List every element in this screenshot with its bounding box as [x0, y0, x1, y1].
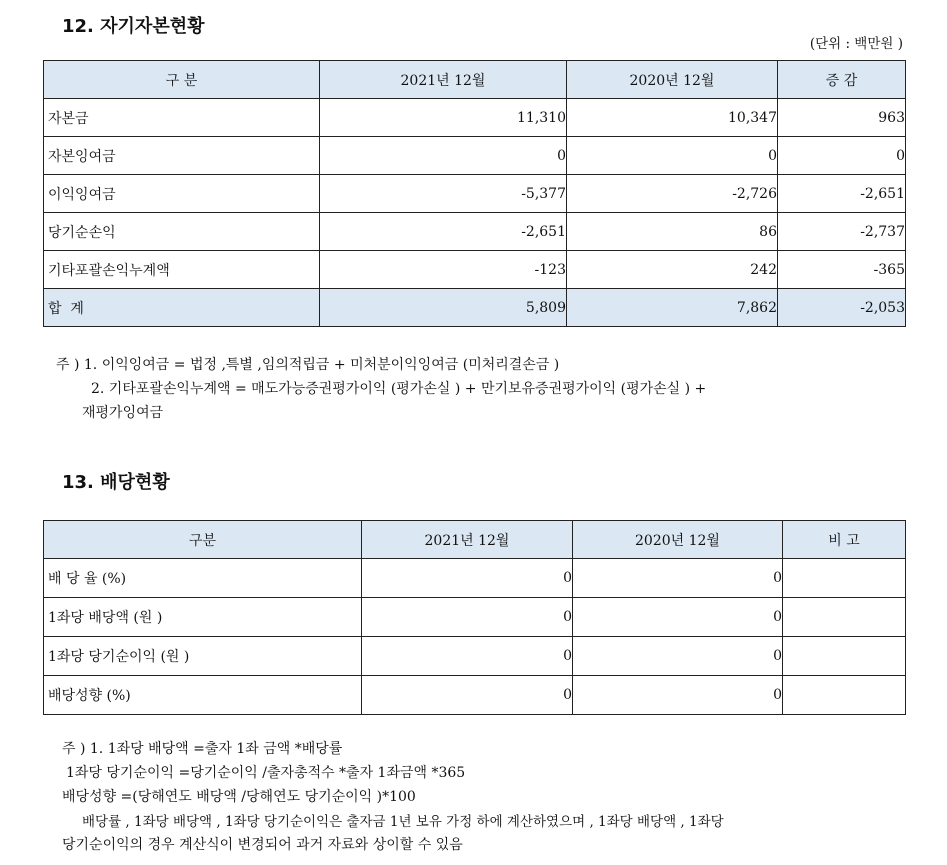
- cell-change: -2,053: [778, 289, 906, 327]
- table-row: [44, 99, 906, 137]
- cell-change: -2,737: [778, 213, 906, 251]
- dividend-note-5: 당기순이익의 경우 계산식이 변경되어 과거 자료와 상이할 수 있음: [62, 837, 463, 853]
- table-row: [44, 676, 906, 715]
- dividend-note-1: 주 ) 1. 1좌당 배당액 =출자 1좌 금액 *배당률: [62, 741, 343, 757]
- capital-note-1: 주 ) 1. 이익잉여금 = 법정 ,특별 ,임의적립금 + 미처분이익잉여금 (미처리결손금 ): [56, 357, 560, 373]
- table-row: [44, 137, 906, 175]
- cell-remark: [783, 637, 906, 676]
- row-label: 자본잉여금: [44, 137, 320, 175]
- cell-2020: 0: [573, 598, 783, 637]
- table-row: [44, 251, 906, 289]
- cell-2020: 7,862: [567, 289, 778, 327]
- table-row: [44, 213, 906, 251]
- total-row: [44, 289, 906, 327]
- cell-change: 963: [778, 99, 906, 137]
- cell-2020: 10,347: [567, 99, 778, 137]
- row-label: 기타포괄손익누계액: [44, 251, 320, 289]
- capital-header-category: 구 분: [44, 61, 320, 99]
- cell-2020: 0: [567, 137, 778, 175]
- capital-section-title: 12. 자기자본현황: [62, 16, 205, 37]
- row-label: 당기순손익: [44, 213, 320, 251]
- cell-2021: 0: [362, 559, 573, 598]
- dividend-note-4: 배당률 , 1좌당 배당액 , 1좌당 당기순이익은 출자금 1년 보유 가정 하에 계산하였으며 , 1좌당 배당액 , 1좌당: [82, 814, 724, 830]
- table-row: [44, 637, 906, 676]
- cell-2020: 242: [567, 251, 778, 289]
- table-row: [44, 559, 906, 598]
- capital-header-change: 증 감: [778, 61, 906, 99]
- dividend-header-row: [44, 521, 906, 559]
- capital-header-row: [44, 61, 906, 99]
- row-label: 1좌당 당기순이익 (원 ): [44, 637, 362, 676]
- dividend-header-2020: 2020년 12월: [573, 521, 783, 559]
- row-label: 이익잉여금: [44, 175, 320, 213]
- row-label: 배 당 율 (%): [44, 559, 362, 598]
- dividend-note-2: 1좌당 당기순이익 =당기순이익 /출자총적수 *출자 1좌금액 *365: [66, 765, 466, 781]
- cell-2020: 0: [573, 559, 783, 598]
- dividend-section-title: 13. 배당현황: [62, 472, 170, 493]
- cell-2020: 0: [573, 676, 783, 715]
- cell-2021: -5,377: [320, 175, 567, 213]
- cell-2021: -123: [320, 251, 567, 289]
- capital-unit-label: (단위 : 백만원 ): [809, 36, 903, 52]
- cell-2020: 0: [573, 637, 783, 676]
- cell-2021: 0: [362, 598, 573, 637]
- cell-2021: 0: [362, 676, 573, 715]
- cell-2020: 86: [567, 213, 778, 251]
- dividend-table: [43, 520, 906, 715]
- row-label: 배당성향 (%): [44, 676, 362, 715]
- capital-header-2020: 2020년 12월: [567, 61, 778, 99]
- capital-note-2: 2. 기타포괄손익누계액 = 매도가능증권평가이익 (평가손실 ) + 만기보유증권평가이익 (평가손실 ) +: [91, 381, 707, 397]
- cell-2021: -2,651: [320, 213, 567, 251]
- cell-2021: 11,310: [320, 99, 567, 137]
- cell-2020: -2,726: [567, 175, 778, 213]
- cell-change: 0: [778, 137, 906, 175]
- dividend-header-remark: 비 고: [783, 521, 906, 559]
- capital-table: [43, 60, 906, 327]
- capital-note-3: 재평가잉여금: [82, 405, 164, 421]
- row-label: 1좌당 배당액 (원 ): [44, 598, 362, 637]
- cell-remark: [783, 676, 906, 715]
- dividend-note-3: 배당성향 =(당해연도 배당액 /당해연도 당기순이익 )*100: [62, 789, 416, 805]
- table-row: [44, 175, 906, 213]
- cell-2021: 0: [320, 137, 567, 175]
- dividend-header-2021: 2021년 12월: [362, 521, 573, 559]
- capital-header-2021: 2021년 12월: [320, 61, 567, 99]
- cell-change: -2,651: [778, 175, 906, 213]
- cell-change: -365: [778, 251, 906, 289]
- cell-2021: 0: [362, 637, 573, 676]
- table-row: [44, 598, 906, 637]
- cell-remark: [783, 559, 906, 598]
- cell-remark: [783, 598, 906, 637]
- dividend-header-category: 구분: [44, 521, 362, 559]
- row-label: 합 계: [44, 289, 320, 327]
- cell-2021: 5,809: [320, 289, 567, 327]
- row-label: 자본금: [44, 99, 320, 137]
